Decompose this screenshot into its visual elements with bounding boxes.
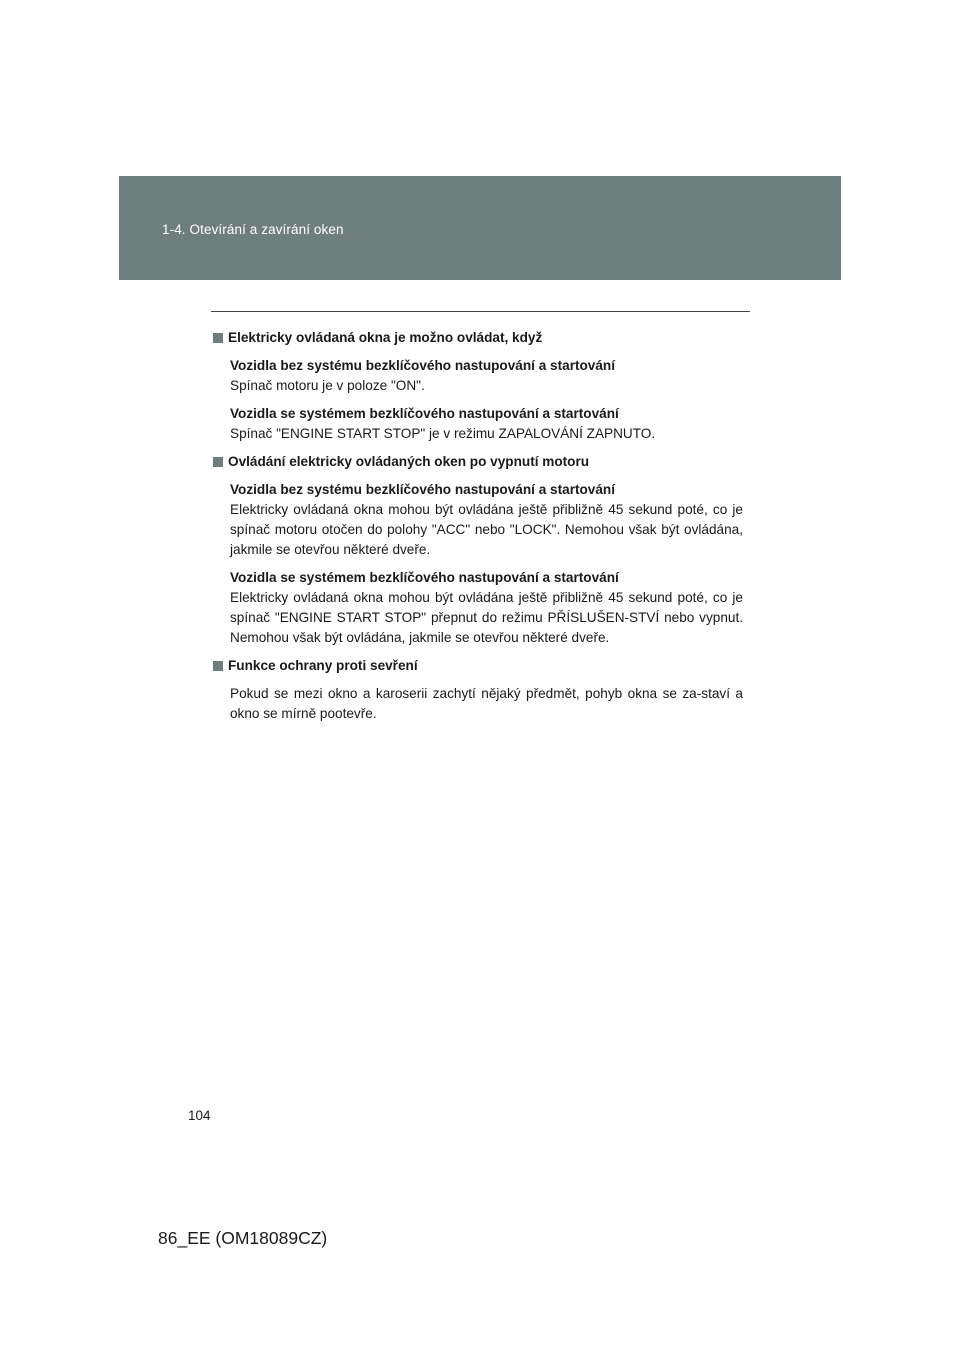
section-heading-text: Elektricky ovládaná okna je možno ovládat, když <box>228 330 543 345</box>
paragraph-text: Spínač motoru je v poloze "ON". <box>230 378 425 393</box>
paragraph-text: Elektricky ovládaná okna mohou být ovládána ještě přibližně 45 sekund poté, co je spínač motoru otočen do polohy "ACC" nebo "LOCK". Nemohou však být ovládána, jakmile se otevřou některé dveře. <box>230 502 743 557</box>
paragraph-block <box>230 480 743 560</box>
paragraph-subheading: Vozidla bez systému bezklíčového nastupování a startování <box>230 482 616 497</box>
square-bullet-icon <box>213 457 223 467</box>
paragraph-block <box>230 356 743 396</box>
section-heading <box>213 656 743 676</box>
paragraph-block <box>230 568 743 648</box>
paragraph-subheading: Vozidla se systémem bezklíčového nastupování a startování <box>230 570 619 585</box>
paragraph-subheading: Vozidla bez systému bezklíčového nastupování a startování <box>230 358 616 373</box>
section <box>213 656 743 724</box>
section <box>213 452 743 648</box>
square-bullet-icon <box>213 333 223 343</box>
paragraph-text: Pokud se mezi okno a karoserii zachytí nějaký předmět, pohyb okna se za-staví a okno se mírně pootevře. <box>230 686 743 721</box>
document-code: 86_EE (OM18089CZ) <box>158 1228 328 1248</box>
paragraph-block <box>230 684 743 724</box>
paragraph-block <box>230 404 743 444</box>
section-heading <box>213 328 743 348</box>
square-bullet-icon <box>213 661 223 671</box>
section-title: 1-4. Otevírání a zavírání oken <box>162 222 344 237</box>
section-heading-text: Ovládání elektricky ovládaných oken po vypnutí motoru <box>228 454 590 469</box>
section-heading-text: Funkce ochrany proti sevření <box>228 658 418 673</box>
section <box>213 328 743 444</box>
paragraph-subheading: Vozidla se systémem bezklíčového nastupování a startování <box>230 406 619 421</box>
main-content <box>213 328 743 732</box>
divider <box>211 311 750 312</box>
paragraph-text: Spínač "ENGINE START STOP" je v režimu ZAPALOVÁNÍ ZAPNUTO. <box>230 426 656 441</box>
section-heading <box>213 452 743 472</box>
paragraph-text: Elektricky ovládaná okna mohou být ovládána ještě přibližně 45 sekund poté, co je spínač "ENGINE START STOP" přepnut do režimu PŘÍSLUŠEN-STVÍ nebo vypnut. Nemohou však být ovládána, jakmile se otevřou některé dveře. <box>230 590 743 645</box>
page-number: 104 <box>188 1108 211 1123</box>
